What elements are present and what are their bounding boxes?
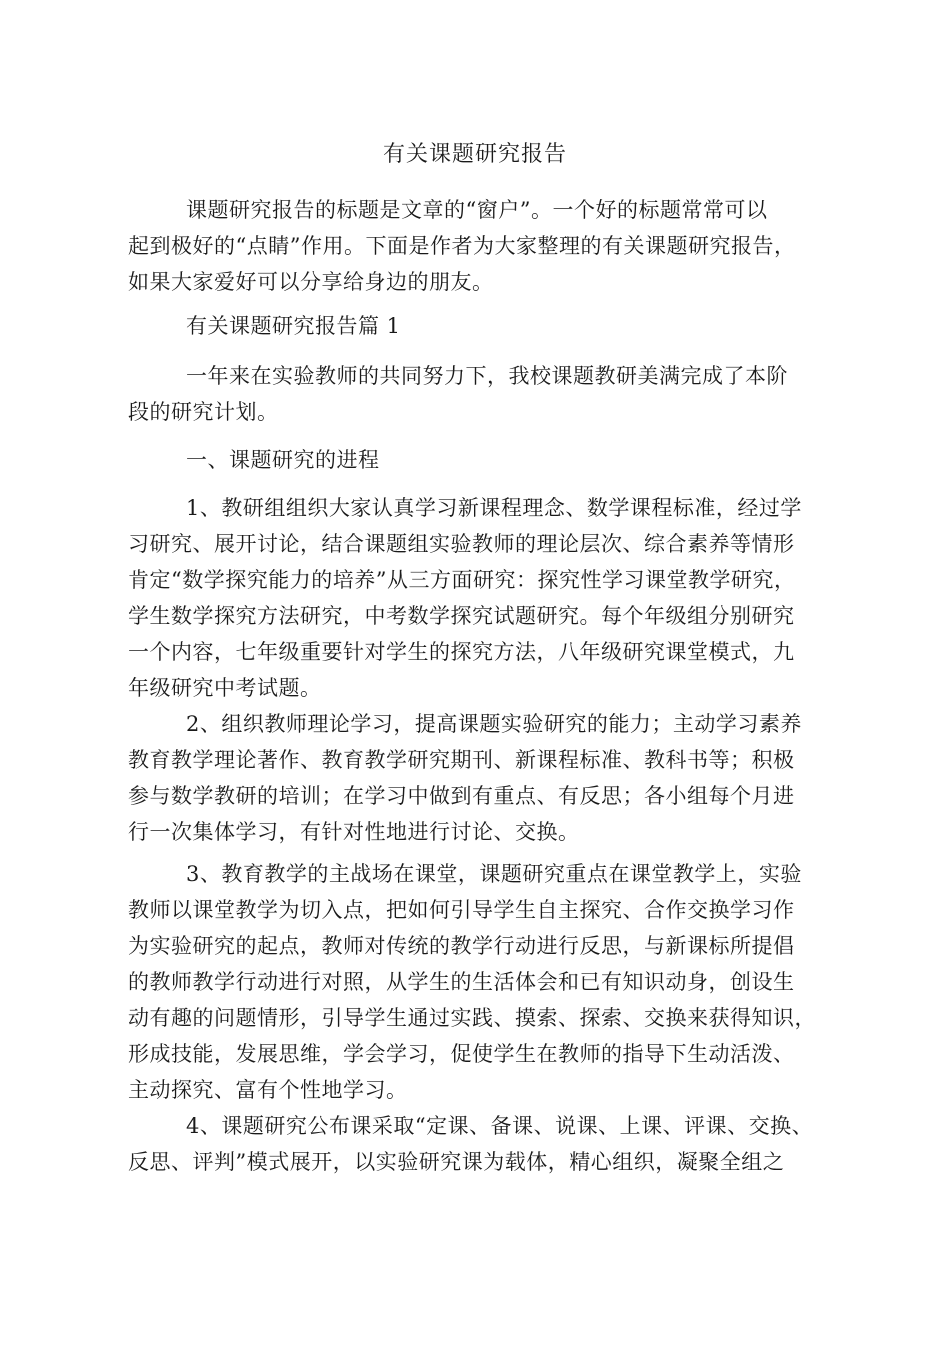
text-line: 形成技能，发展思维，学会学习，促使学生在教师的指导下生动活泼、 [128, 1042, 795, 1066]
text-line: 动有趣的问题情形，引导学生通过实践、摸索、探索、交换来获得知识， [128, 1006, 816, 1030]
text-line: 反思、评判”模式展开，以实验研究课为载体，精心组织，凝聚全组之 [128, 1150, 785, 1174]
text-line: 主动探究、富有个性地学习。 [128, 1078, 408, 1102]
section-heading [128, 308, 401, 344]
subsection-heading [128, 442, 380, 478]
text-line: 有关课题研究报告篇 1 [186, 314, 401, 338]
text-line: 行一次集体学习，有针对性地进行讨论、交换。 [128, 820, 580, 844]
text-line: 课题研究报告的标题是文章的“窗户”。一个好的标题常常可以 [186, 198, 768, 222]
paragraph-intro [128, 192, 795, 300]
document-title: 有关课题研究报告 [382, 142, 567, 167]
paragraph-item-2 [128, 706, 802, 850]
paragraph-summary [128, 358, 788, 430]
text-line: 3、教育教学的主战场在课堂，课题研究重点在课堂教学上，实验 [186, 862, 802, 886]
text-line: 一个内容，七年级重要针对学生的探究方法，八年级研究课堂模式，九 [128, 640, 795, 664]
paragraph-item-3 [128, 856, 816, 1108]
text-line: 1、教研组组织大家认真学习新课程理念、数学课程标准，经过学 [186, 496, 802, 520]
text-line: 参与数学教研的培训；在学习中做到有重点、有反思；各小组每个月进 [128, 784, 795, 808]
paragraph-item-4 [128, 1108, 813, 1180]
text-line: 如果大家爱好可以分享给身边的朋友。 [128, 270, 494, 294]
text-line: 2、组织教师理论学习，提高课题实验研究的能力；主动学习素养 [186, 712, 802, 736]
text-line: 教育教学理论著作、教育教学研究期刊、新课程标准、教科书等；积极 [128, 748, 795, 772]
text-line: 教师以课堂教学为切入点，把如何引导学生自主探究、合作交换学习作 [128, 898, 795, 922]
text-line: 段的研究计划。 [128, 400, 279, 424]
text-line: 为实验研究的起点，教师对传统的教学行动进行反思，与新课标所提倡 [128, 934, 795, 958]
paragraph-item-1 [128, 490, 802, 706]
text-line: 一年来在实验教师的共同努力下，我校课题教研美满完成了本阶 [186, 364, 788, 388]
text-line: 年级研究中考试题。 [128, 676, 322, 700]
text-line: 起到极好的“点睛”作用。下面是作者为大家整理的有关课题研究报告， [128, 234, 796, 258]
text-line: 的教师教学行动进行对照，从学生的生活体会和已有知识动身，创设生 [128, 970, 795, 994]
text-line: 肯定“数学探究能力的培养”从三方面研究：探究性学习课堂教学研究， [128, 568, 796, 592]
text-line: 习研究、展开讨论，结合课题组实验教师的理论层次、综合素养等情形 [128, 532, 795, 556]
text-line: 学生数学探究方法研究，中考数学探究试题研究。每个年级组分别研究 [128, 604, 795, 628]
text-line: 一、课题研究的进程 [186, 448, 380, 472]
text-line: 4、课题研究公布课采取“定课、备课、说课、上课、评课、交换、 [186, 1114, 814, 1138]
